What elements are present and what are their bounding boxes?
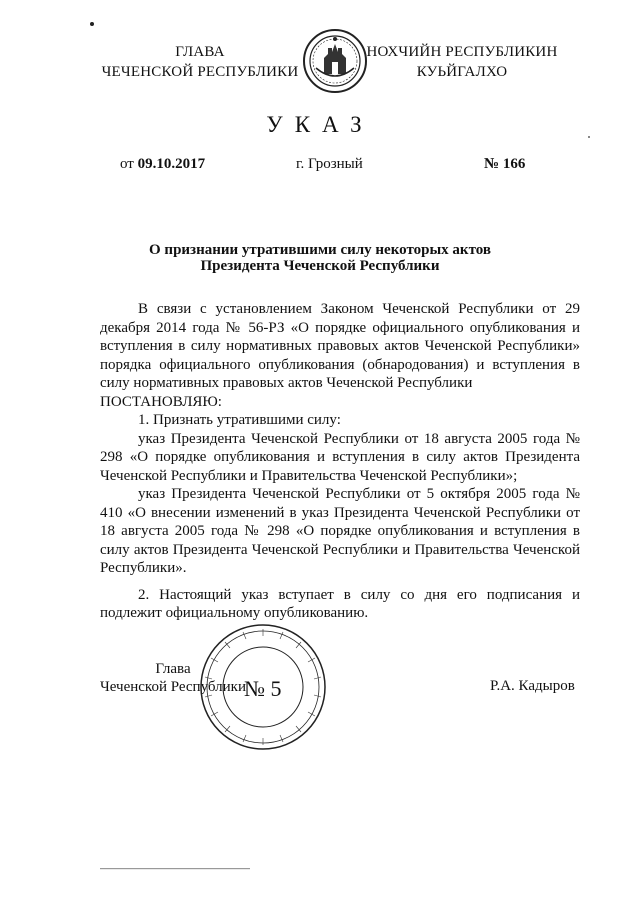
- header-left: [100, 42, 300, 82]
- header-right-line2: КУЬЙГАЛХО: [416, 64, 508, 80]
- coat-of-arms-emblem: [302, 28, 368, 94]
- resolve-heading: ПОСТАНОВЛЯЮ:: [100, 393, 222, 410]
- stamp-number: № 5: [244, 676, 282, 701]
- item-1: 1. Признать утратившими силу:: [138, 412, 341, 428]
- item-1-b: указ Президента Чеченской Республики от 5 октября 2005 года № 410 «О внесении изменений в указ Президента Чеченской Республики от 18 августа 2005 года № 298 «О порядке опубликования и вступления в силу актов Президента Чеченской Республики и Правительства Чеченской Республики».: [100, 486, 580, 576]
- page-mark: [90, 22, 94, 26]
- header-right: [362, 42, 562, 82]
- document-subject: [100, 242, 540, 274]
- preamble-paragraph: В связи с установлением Законом Чеченской Республики от 29 декабря 2014 года № 56-РЗ «О порядке официального опубликования и вступления в силу нормативных правовых актов Чеченской Республики» порядка официального опубликования (обнародования) и вступления в силу нормативных правовых актов Чеченской Республики: [100, 301, 580, 391]
- document-title: УКАЗ: [266, 112, 374, 137]
- document-date: [120, 156, 205, 173]
- item-1-a: указ Президента Чеченской Республики от 18 августа 2005 года № 298 «О порядке опубликования и вступления в силу актов Президента Чеченской Республики и Правительства Чеченской Республики»;: [100, 430, 580, 484]
- subject-line1: О признании утратившими силу некоторых актов: [149, 242, 491, 258]
- signature-title-line2: Чеченской Республики: [100, 679, 246, 695]
- header-left-line1: ГЛАВА: [175, 44, 225, 60]
- signature-title-line1: Глава: [155, 661, 191, 677]
- subject-line2: Президента Чеченской Республики: [200, 258, 440, 274]
- item-2: 2. Настоящий указ вступает в силу со дня его подписания и подлежит официальному опубликованию.: [100, 586, 580, 621]
- document-number: № 166: [484, 156, 526, 172]
- signatory-name: Р.А. Кадыров: [490, 678, 575, 694]
- header-right-line1: НОХЧИЙН РЕСПУБЛИКИН: [366, 44, 558, 60]
- footer-file-note: [100, 866, 250, 873]
- official-seal-stamp: [198, 622, 328, 752]
- document-body: [100, 300, 580, 623]
- date-value: 09.10.2017: [137, 156, 206, 172]
- document-city: г. Грозный: [296, 156, 363, 172]
- date-prefix: от: [120, 156, 134, 172]
- header-left-line2: ЧЕЧЕНСКОЙ РЕСПУБЛИКИ: [101, 64, 299, 80]
